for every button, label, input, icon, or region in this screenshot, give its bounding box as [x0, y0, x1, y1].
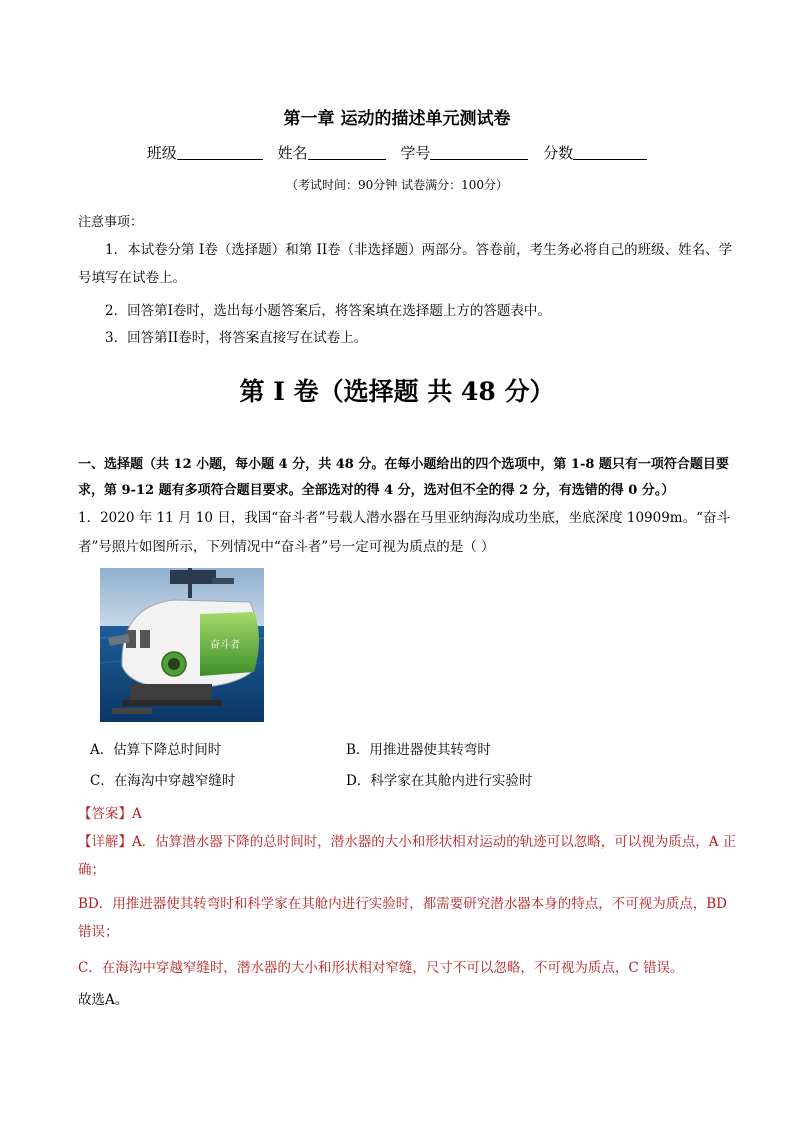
class-blank	[177, 144, 263, 160]
option-c: C．在海沟中穿越窄缝时	[90, 773, 236, 789]
section-intro: 一、选择题（共 12 小题，每小题 4 分，共 48 分。在每小题给出的四个选项中，第 1-8 题只有一项符合题目要求，第 9-12 题有多项符合题目要求。全部选对的得 4 分，选对但不全的得 2 分，有选错的得 0 分。）	[78, 457, 729, 498]
notice-item-1: 1．本试卷分第 I卷（选择题）和第 II卷（非选择题）两部分。答卷前，考生务必将自己的班级、姓名、学号填写在试卷上。	[78, 242, 733, 286]
explanation-a	[78, 828, 738, 884]
name-blank	[308, 144, 386, 160]
score-blank	[573, 144, 647, 160]
explanation-c: C．在海沟中穿越窄缝时，潜水器的大小和形状相对窄缝，尺寸不可以忽略，不可视为质点，C 错误。	[78, 960, 684, 976]
explanation-label: 【详解】	[78, 834, 132, 850]
student-id-blank	[430, 144, 528, 160]
option-b: B．用推进器使其转弯时	[346, 742, 491, 758]
score-label: 分数	[543, 144, 574, 162]
student-info-line	[0, 142, 794, 163]
explanation-a-text: A．估算潜水器下降的总时间时，潜水器的大小和形状相对运动的轨迹可以忽略，可以视为质点，A 正确；	[78, 834, 737, 878]
student-id-label: 学号	[400, 144, 431, 162]
notice-title: 注意事项：	[78, 215, 144, 230]
submersible-photo	[100, 568, 264, 722]
question-1-stem: 1．2020 年 11 月 10 日，我国“奋斗者”号载人潜水器在马里亚纳海沟成功坐底，坐底深度 10909m。“奋斗者”号照片如图所示，下列情况中“奋斗者”号一定可视为质点的是（ ）	[78, 510, 731, 555]
option-d: D．科学家在其舱内进行实验时	[346, 773, 533, 789]
hull-label: 奋斗者	[210, 640, 240, 651]
page-title: 第一章 运动的描述单元测试卷	[283, 109, 511, 129]
notice-item-2: 2．回答第I卷时，选出每小题答案后，将答案填在选择题上方的答题表中。	[105, 303, 551, 319]
exam-meta: （考试时间：90分钟 试卷满分：100分）	[286, 178, 508, 192]
answer: 【答案】A	[78, 806, 142, 822]
conclusion: 故选A。	[78, 992, 129, 1008]
option-a: A．估算下降总时间时	[90, 742, 222, 758]
section-heading: 第 I 卷（选择题 共 48 分）	[239, 377, 555, 406]
notice-item-3: 3．回答第II卷时，将答案直接写在试卷上。	[105, 330, 368, 346]
class-label: 班级	[146, 144, 177, 162]
explanation-bd: BD．用推进器使其转弯时和科学家在其舱内进行实验时，都需要研究潜水器本身的特点，不可视为质点，BD 错误；	[78, 896, 727, 940]
name-label: 姓名	[277, 144, 308, 162]
